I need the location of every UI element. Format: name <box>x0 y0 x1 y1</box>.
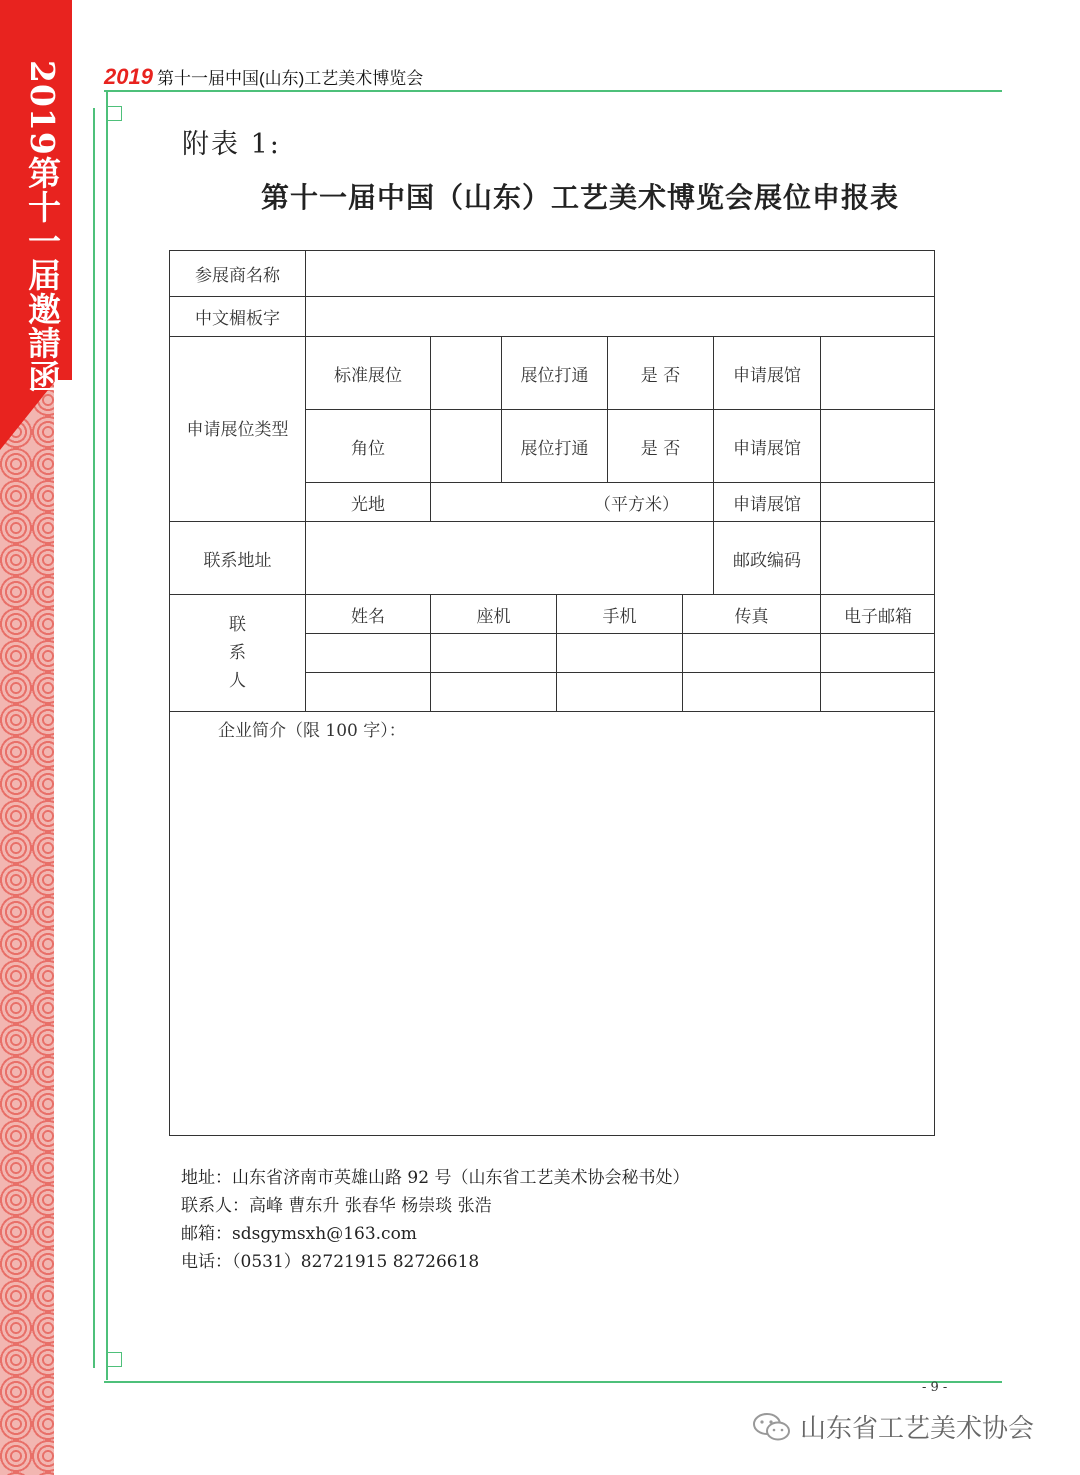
sidebar-vertical-title: 2019第十一届邀請函 <box>23 60 62 394</box>
exhibitor-name-label: 参展商名称 <box>195 266 280 286</box>
standard-booth-label: 标准展位 <box>334 365 402 386</box>
exhibitor-name-field[interactable] <box>306 251 935 296</box>
apply-hall-label: 申请展馆 <box>733 494 801 515</box>
contact1-mobile-field[interactable] <box>557 634 682 672</box>
footer-email: 邮箱：sdsgymsxh@163.com <box>181 1224 417 1244</box>
standard-booth-qty-field[interactable] <box>431 337 501 409</box>
frame-top-line <box>104 90 1002 92</box>
booth-application-form <box>169 250 935 1136</box>
yes-no-option[interactable]: 是 否 <box>640 365 681 386</box>
corner-booth-qty-field[interactable] <box>431 410 501 482</box>
frame-corner-square-top <box>107 106 122 121</box>
frame-bottom-line <box>104 1381 1002 1383</box>
footer-address: 地址：山东省济南市英雄山路 92 号（山东省工艺美术协会秘书处） <box>181 1168 690 1188</box>
contact-info-block <box>181 1164 689 1276</box>
contact1-name-field[interactable] <box>306 634 430 672</box>
footer-contacts: 联系人：高峰 曹东升 张春华 杨崇琰 张浩 <box>181 1196 492 1216</box>
fascia-text-label: 中文楣板字 <box>195 309 280 329</box>
contact-person-label: 联 系 人 <box>229 615 246 691</box>
apply-hall-field[interactable] <box>821 337 935 409</box>
col-header-fax: 传真 <box>734 606 769 627</box>
col-header-mobile: 手机 <box>602 606 637 627</box>
booth-type-label: 申请展位类型 <box>186 420 289 440</box>
raw-space-label: 光地 <box>351 494 385 515</box>
frame-left-inner-line <box>93 108 95 1368</box>
frame-corner-square-bottom <box>107 1352 122 1367</box>
contact1-fax-field[interactable] <box>683 634 820 672</box>
corner-booth-label: 角位 <box>351 438 385 459</box>
contact2-landline-field[interactable] <box>431 673 556 711</box>
raw-space-area-field[interactable]: （平方米） <box>594 494 679 515</box>
wechat-icon <box>752 1411 792 1443</box>
contact1-landline-field[interactable] <box>431 634 556 672</box>
col-header-landline: 座机 <box>476 606 511 627</box>
appendix-label: 附表 1: <box>182 129 281 160</box>
col-header-name: 姓名 <box>351 606 385 627</box>
col-header-email: 电子邮箱 <box>844 606 912 627</box>
postcode-field[interactable] <box>821 522 935 594</box>
contact2-mobile-field[interactable] <box>557 673 682 711</box>
header-year: 2019 <box>104 64 153 89</box>
apply-hall-label: 申请展馆 <box>733 438 801 459</box>
address-field[interactable] <box>306 522 713 594</box>
frame-left-line <box>106 90 108 1380</box>
address-label: 联系地址 <box>203 550 272 571</box>
contact1-email-field[interactable] <box>821 634 935 672</box>
form-title: 第十一届中国（山东）工艺美术博览会展位申报表 <box>260 181 899 214</box>
page-header <box>104 64 423 90</box>
company-intro-field[interactable] <box>170 746 935 1134</box>
fascia-text-field[interactable] <box>306 297 935 336</box>
header-title: 第十一届中国(山东)工艺美术博览会 <box>156 69 424 88</box>
postcode-label: 邮政编码 <box>733 550 801 571</box>
open-booth-label: 展位打通 <box>520 438 589 459</box>
contact2-fax-field[interactable] <box>683 673 820 711</box>
contact2-email-field[interactable] <box>821 673 935 711</box>
apply-hall-label: 申请展馆 <box>733 365 801 386</box>
watermark-text: 山东省工艺美术协会 <box>800 1413 1035 1443</box>
left-decorative-band <box>0 0 72 1475</box>
contact2-name-field[interactable] <box>306 673 430 711</box>
apply-hall-field[interactable] <box>821 410 935 482</box>
apply-hall-field[interactable] <box>821 483 935 521</box>
watermark <box>752 1408 1034 1445</box>
company-intro-label: 企业简介（限 100 字）： <box>218 720 406 741</box>
open-booth-label: 展位打通 <box>520 365 589 386</box>
footer-phone: 电话：（0531）82721915 82726618 <box>181 1252 480 1272</box>
yes-no-option[interactable]: 是 否 <box>640 438 681 459</box>
page-number: - 9 - <box>922 1380 948 1395</box>
